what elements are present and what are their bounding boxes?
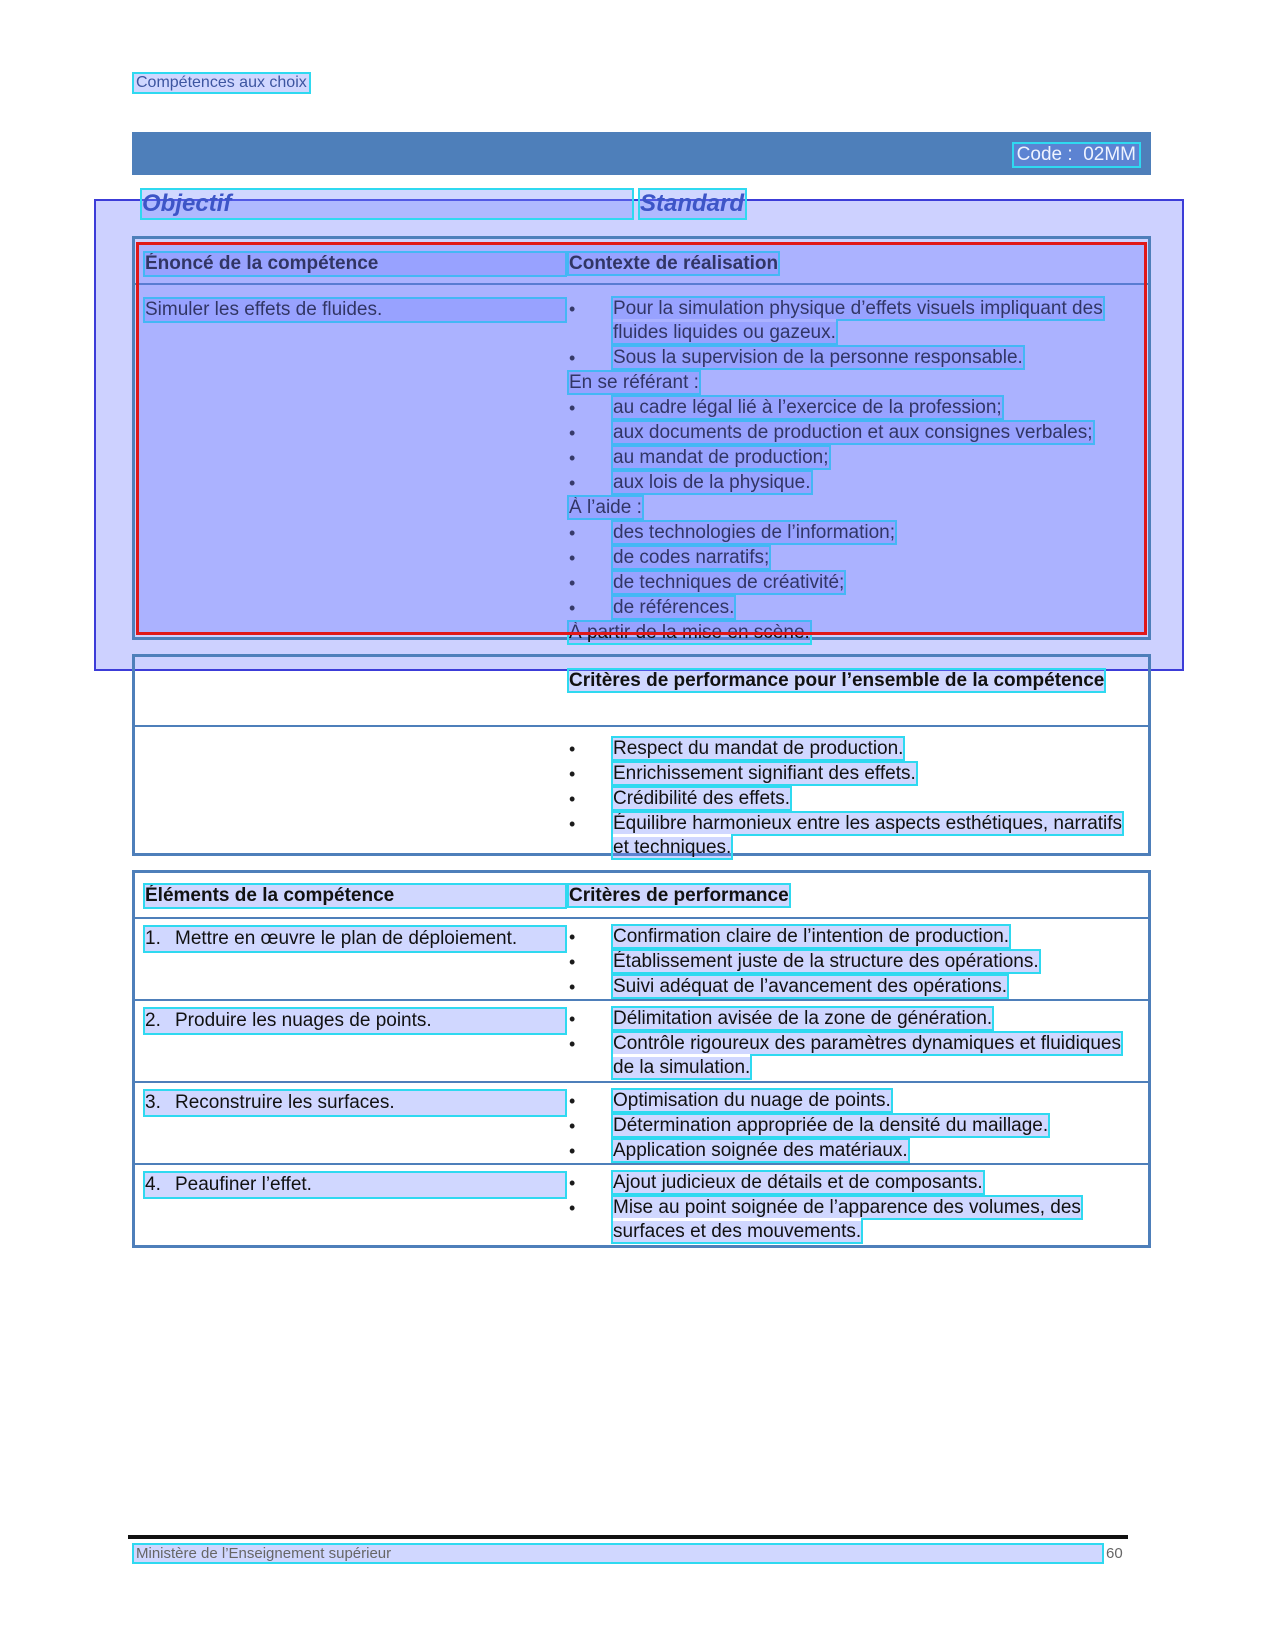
footer-page-number: 60 [1106,1545,1123,1562]
element-criterion: • Mise au point soignée de l’apparence des volumes, des surfaces et des mouvements. [569,1196,1136,1244]
element-criterion: • Contrôle rigoureux des paramètres dynamiques et fluidiques de la simulation. [569,1032,1136,1080]
elements-header: Éléments de la compétence [145,885,565,907]
element-row [135,1083,1148,1165]
performance-overall-header-row [135,657,1148,727]
element-statement [145,927,565,951]
element-criterion: • Délimitation avisée de la zone de génération. [569,1007,1136,1031]
element-statement [145,1009,565,1033]
element-statement [145,1091,565,1115]
standard-label: Standard [640,190,745,217]
context-bullet-item: • aux documents de production et aux consignes verbales; [569,421,1136,445]
element-text: Peaufiner l’effet. [175,1174,312,1195]
element-number: 3. [145,1092,161,1113]
performance-overall-row [135,727,1148,858]
contexte-header: Contexte de réalisation [569,253,779,274]
performance-overall-table [132,654,1151,856]
objectif-label: Objectif [142,190,632,218]
criteria-header: Critères de performance [569,885,789,906]
element-text: Produire les nuages de points. [175,1010,432,1031]
overall-criterion: • Équilibre harmonieux entre les aspects esthétiques, narratifs et techniques. [569,812,1136,860]
footer-rule [128,1535,1128,1539]
context-lead-text: En se référant : [569,372,699,393]
element-statement [145,1173,565,1197]
code-value: 02MM [1083,144,1136,165]
competence-statement: Simuler les effets de fluides. [145,299,565,321]
overall-criterion: • Crédibilité des effets. [569,787,1136,811]
footer-ministry: Ministère de l’Enseignement supérieur [134,1545,1102,1562]
element-criterion: • Confirmation claire de l’intention de production. [569,925,1136,949]
element-text: Mettre en œuvre le plan de déploiement. [175,928,518,949]
element-criterion: • Détermination appropriée de la densité du maillage. [569,1114,1136,1138]
element-criterion: • Ajout judicieux de détails et de composants. [569,1171,1136,1195]
element-number: 4. [145,1174,161,1195]
elements-rows [135,919,1148,1245]
element-row [135,1165,1148,1245]
context-bullet-item: • de codes narratifs; [569,546,1136,570]
element-text: Reconstruire les surfaces. [175,1092,395,1113]
context-lead-text: À l’aide : [569,497,642,518]
code-bar [132,132,1151,175]
context-bullet-item: • Sous la supervision de la personne responsable. [569,346,1136,370]
context-bullet-item: • de références. [569,596,1136,620]
elements-table [132,870,1151,1248]
element-criterion: • Optimisation du nuage de points. [569,1089,1136,1113]
context-bullet-item: • aux lois de la physique. [569,471,1136,495]
elements-table-header [135,873,1148,919]
page-header: Compétences aux choix [136,74,307,91]
element-criterion: • Application soignée des matériaux. [569,1139,1136,1163]
element-row [135,1001,1148,1083]
element-number: 1. [145,928,161,949]
element-criterion: • Suivi adéquat de l’avancement des opérations. [569,975,1136,999]
element-row [135,919,1148,1001]
performance-overall-header: Critères de performance pour l’ensemble de la compétence [569,670,1105,691]
context-bullet-item: • des technologies de l’information; [569,521,1136,545]
overall-criterion: • Respect du mandat de production. [569,737,1136,761]
context-bullet-item: • Pour la simulation physique d’effets visuels impliquant des fluides liquides ou gazeux. [569,297,1136,345]
overall-criteria-list [569,737,1136,861]
overall-criterion: • Enrichissement signifiant des effets. [569,762,1136,786]
context-bullet-item: • de techniques de créativité; [569,571,1136,595]
context-lead-text: À partir de la mise en scène. [569,622,810,643]
context-bullet-item: • au cadre légal lié à l’exercice de la profession; [569,396,1136,420]
context-bullet-item: • au mandat de production; [569,446,1136,470]
code-label [1014,144,1139,166]
code-label-text: Code : [1016,144,1073,165]
enonce-header: Énoncé de la compétence [145,253,565,275]
selection-frame [136,242,1147,635]
element-criterion: • Établissement juste de la structure des opérations. [569,950,1136,974]
element-number: 2. [145,1010,161,1031]
